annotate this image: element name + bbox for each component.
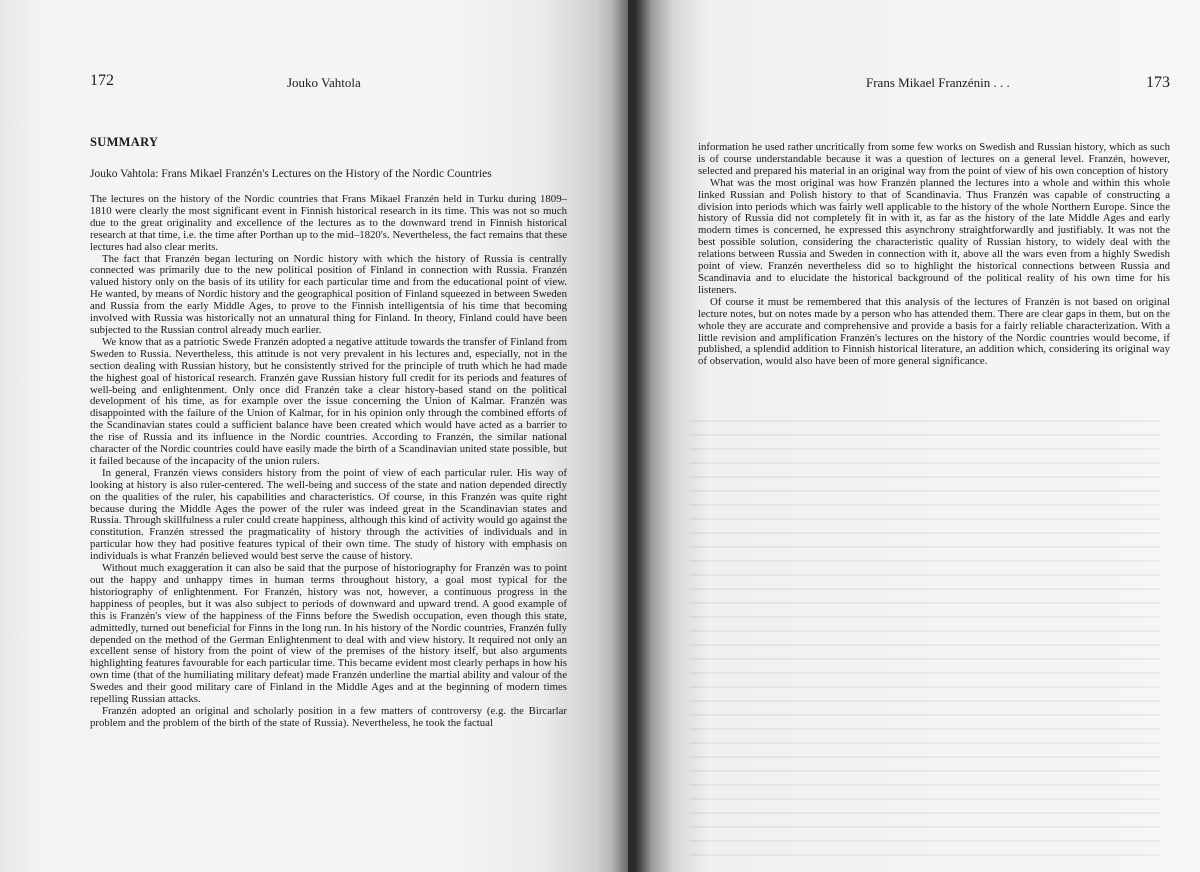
paragraph: What was the most original was how Franzén planned the lectures into a whole and within this whole linked Russian and Polish history to that of Scandinavia. Thus Franzén was capable of constructing a division into periods which was fairly well applicable to the history of the whole Northern Europe. Since the history of Russia did not completely fit in with it, as far as the history of the late Middle Ages and early modern times is concerned, he expressed this asynchrony straightforwardly and justifiably. It was not the best possible solution, considering the characteristic quality of Russian history, to widely deal with the relations between Russia and Sweden in connection with it, above all the wars even from a highly Swedish point of view. Franzén nevertheless did so to highlight the historical connections between Russia and Scandinavia and to elucidate the historical background of the political reality of his own time for his listeners. bbox=[698, 176, 1170, 296]
paragraph: The fact that Franzén began lecturing on Nordic history with which the history of Russia is centrally connected was primarily due to the new political position of Finland in connection with Russia. Franzén valued history only on the basis of its utility for each particular time and from the educational point of view. He wanted, by means of Nordic history and the geographical position of Finland squeezed in between Sweden and Russia from the early Middle Ages, to prove to the Finnish intelligentsia of his time that becoming involved with Russia was historically not an unnatural thing for Finland. In theory, Finland could have been subjected to the Russian control already much earlier. bbox=[90, 252, 567, 336]
paragraph: Franzén adopted an original and scholarly position in a few matters of controversy (e.g. the Bircarlar problem and the problem of the birth of the state of Russia). Nevertheless, he took the factual bbox=[90, 704, 567, 729]
paragraph: The lectures on the history of the Nordic countries that Frans Mikael Franzén held in Turku during 1809–1810 were clearly the most significant event in Finnish historical research in its time. This was not so much due to the great originality and excellence of the lectures as to the downward trend in Finnish historical research at that time, i.e. the time after Porthan up to the mid–1820's. Nevertheless, the fact remains that these lectures had also clear merits. bbox=[90, 193, 567, 253]
paragraph: Without much exaggeration it can also be said that the purpose of historiography for Franzén was to point out the happy and unhappy times in human terms throughout history, a goal most typical for the historiography of enlightenment. For Franzén, history was not, however, a continuous progress in the happiness of peoples, but it was also subject to periods of downward and upward trend. A good example of this is Franzén's view of the happiness of the Finns before the Swedish occupation, even though this state, admittedly, turned out beneficial for Finns in the long run. In his history of the Nordic countries, Franzén fully depended on the method of the German Enlightenment to deal with and view history. It required not only an excellent sense of history from the point of view of the premises of the history itself, but also arguments highlighting features favourable for each particular time. This became evident most clearly perhaps in how his own time (that of the humiliating military defeat) made Franzén underline the martial ability and valour of the Swedes and their good military care of Finland in the Middle Ages and at the beginning of modern times repelling Russian attacks. bbox=[90, 562, 567, 706]
book-gutter-shadow bbox=[612, 0, 652, 872]
left-running-head: Jouko Vahtola bbox=[287, 75, 361, 90]
summary-subtitle: Jouko Vahtola: Frans Mikael Franzén's Lectures on the History of the Nordic Countries bbox=[90, 168, 492, 180]
left-page-number: 172 bbox=[90, 72, 114, 89]
right-running-head: Frans Mikael Franzénin . . . bbox=[866, 75, 1010, 90]
right-page-number: 173 bbox=[1146, 74, 1170, 91]
paragraph: In general, Franzén views considers history from the point of view of each particular ruler. His way of looking at history is also ruler-centered. The well-being and success of the state and nation depended directly on the qualities of the ruler, his capabilities and characteristics. Of course, in this Franzén was quite right because during the Middle Ages the power of the ruler was indeed great in the Scandinavian states and Russia. Through skillfulness a ruler could create happiness, although this kind of activity would go against the constitution. Franzén stressed the pragmaticality of history through the activities of individuals and in particular how they had positive features typical of their own time. The study of history with emphasis on individuals is what Franzén believed would best serve the cause of history. bbox=[90, 466, 567, 563]
show-through-text-shadow bbox=[690, 420, 1160, 860]
summary-heading: SUMMARY bbox=[90, 135, 159, 149]
right-page-body bbox=[698, 142, 1170, 368]
left-page-body bbox=[90, 194, 567, 730]
paragraph: information he used rather uncritically from some few works on Swedish and Russian history, which as such is of course understandable because it was a question of lectures on a general level. Franzén, however, selected and prepared his material in an original way from the point of view of his own conception of history bbox=[698, 141, 1170, 177]
paragraph: Of course it must be remembered that this analysis of the lectures of Franzén is not based on original lecture notes, but on notes made by a person who has attended them. There are clear gaps in them, but on the whole they are accurate and comprehensive and provide a basis for a fairly reliable characterization. With a little revision and amplification Franzén's lectures on the history of the Nordic countries would become, if published, a splendid addition to Finnish historical literature, an addition which, considering its original way of observation, would also have been of more general significance. bbox=[698, 295, 1170, 368]
paragraph: We know that as a patriotic Swede Franzén adopted a negative attitude towards the transfer of Finland from Sweden to Russia. Nevertheless, this attitude is not very prevalent in his lectures and, especially, not in the section dealing with Russian history, but he consistently strived for the principle of truth which he had made the highest goal of historical research. Franzén gave Russian history full credit for its periods and features of well-being and enlightenment. Only once did Franzén take a clear history-based stand on the political development of his time, as for example over the issue concerning the Union of Kalmar. Franzén was disappointed with the failure of the Union of Kalmar, for in his opinion only through the combined efforts of the Scandinavian states could a sufficient balance have been created which would have acted as a barrier to the rise of Russia and its influence in the Nordic countries. According to Franzén, the similar national character of the Nordic countries could have easily made the birth of a Scandinavian united state possible, but it failed because of the incapacity of the union rulers. bbox=[90, 335, 567, 467]
